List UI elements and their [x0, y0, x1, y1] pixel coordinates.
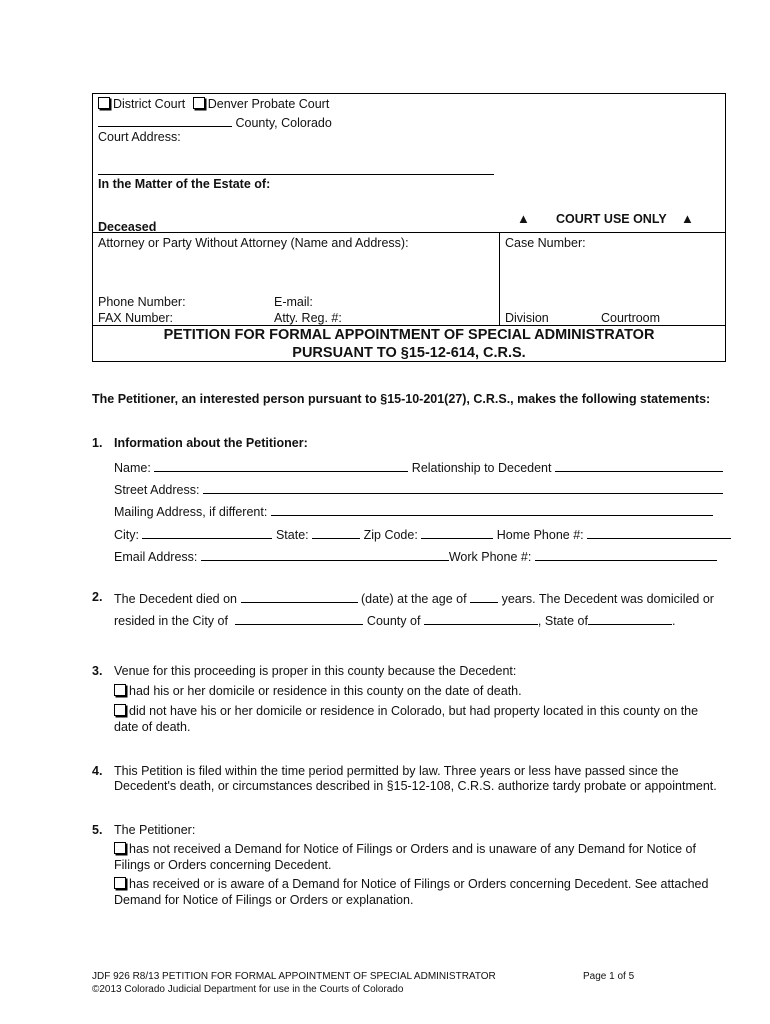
county-blank[interactable]: [98, 114, 232, 127]
county-line: [98, 114, 332, 131]
state-field[interactable]: [312, 526, 360, 539]
atty-reg-label: Atty. Reg. #:: [274, 311, 342, 325]
domicile-state-field[interactable]: [588, 612, 672, 625]
email-label: E-mail:: [274, 295, 313, 309]
case-number-label: Case Number:: [505, 236, 586, 250]
petitioner-text: The Petitioner:: [114, 823, 196, 837]
form-title-line2: PURSUANT TO §15-12-614, C.R.S.: [292, 345, 526, 361]
section-number: 1.: [92, 436, 103, 450]
intro-statement: The Petitioner, an interested person pursuant to §15-10-201(27), C.R.S., makes the following statements:: [92, 392, 711, 406]
checkbox-icon[interactable]: [114, 684, 126, 696]
denver-probate-checkbox[interactable]: Denver Probate Court: [193, 97, 330, 111]
checkbox-icon[interactable]: [114, 704, 126, 716]
venue-option-1[interactable]: had his or her domicile or residence in this county on the date of death.: [114, 684, 522, 699]
death-date-field[interactable]: [241, 590, 358, 603]
work-phone-field[interactable]: [535, 548, 717, 561]
timing-statement: This Petition is filed within the time period permitted by law. Three years or less have passed since the Decedent's death, or circumstances described in §15-12-108, C.R.S. authorize tardy probate or appointment.: [114, 764, 717, 793]
email-row: Email Address: Work Phone #:: [114, 548, 717, 565]
name-field[interactable]: [154, 459, 408, 472]
relationship-field[interactable]: [555, 459, 723, 472]
section-number: 2.: [92, 590, 103, 604]
mailing-address-field[interactable]: [271, 503, 713, 516]
domicile-row: resided in the City of County of , State of .: [114, 614, 676, 628]
matter-label: In the Matter of the Estate of:: [98, 177, 271, 191]
venue-text: Venue for this proceeding is proper in this county because the Decedent:: [114, 664, 517, 678]
division-label: Division: [505, 311, 549, 325]
footer-page-number: Page 1 of 5: [583, 971, 635, 982]
attorney-label: Attorney or Party Without Attorney (Name and Address):: [98, 236, 409, 250]
city-row: City: State: Zip Code: Home Phone #:: [114, 526, 731, 543]
form-title-line1: PETITION FOR FORMAL APPOINTMENT OF SPECIAL ADMINISTRATOR: [163, 327, 655, 343]
section-number: 3.: [92, 664, 103, 678]
home-phone-field[interactable]: [587, 526, 731, 539]
city-field[interactable]: [142, 526, 272, 539]
section-number: 5.: [92, 823, 103, 837]
street-row: Street Address:: [114, 481, 723, 498]
court-use-only: COURT USE ONLY: [556, 212, 667, 226]
court-type-row: [98, 97, 329, 112]
name-row: Name: Relationship to Decedent: [114, 459, 723, 476]
deceased-label: Deceased: [98, 220, 157, 234]
demand-option-2[interactable]: has received or is aware of a Demand for Notice of Filings or Orders concerning Decedent. See attached Demand for Notice of Filings or Orders or explanation.: [114, 877, 709, 907]
death-date-row: The Decedent died on (date) at the age of years. The Decedent was domiciled or: [114, 592, 714, 606]
fax-label: FAX Number:: [98, 311, 174, 325]
demand-option-1[interactable]: has not received a Demand for Notice of Filings or Orders and is unaware of any Demand for Notice of Filings or Orders concerning Decedent.: [114, 842, 696, 872]
checkbox-icon[interactable]: [114, 842, 126, 854]
section1-heading: Information about the Petitioner:: [114, 436, 308, 450]
venue-option-2[interactable]: did not have his or her domicile or residence in Colorado, but had property located in this county on the date of death.: [114, 704, 699, 734]
district-court-checkbox[interactable]: District Court: [98, 97, 185, 111]
section-number: 4.: [92, 764, 103, 778]
footer-copyright: ©2013 Colorado Judicial Department for use in the Courts of Colorado: [92, 984, 404, 995]
age-field[interactable]: [470, 590, 498, 603]
checkbox-icon[interactable]: [114, 877, 126, 889]
mailing-row: Mailing Address, if different:: [114, 503, 713, 520]
zip-field[interactable]: [421, 526, 493, 539]
footer-form-id: JDF 926 R8/13 PETITION FOR FORMAL APPOINTMENT OF SPECIAL ADMINISTRATOR: [92, 971, 496, 982]
courtroom-label: Courtroom: [601, 311, 661, 325]
court-address-label: Court Address:: [98, 130, 181, 144]
triangle-up-icon: ▲: [681, 211, 694, 226]
phone-label: Phone Number:: [98, 295, 186, 309]
county-suffix: County, Colorado: [235, 116, 332, 130]
email-field[interactable]: [201, 548, 449, 561]
street-address-field[interactable]: [203, 481, 723, 494]
triangle-up-icon: ▲: [517, 211, 530, 226]
domicile-city-field[interactable]: [235, 612, 363, 625]
domicile-county-field[interactable]: [424, 612, 538, 625]
